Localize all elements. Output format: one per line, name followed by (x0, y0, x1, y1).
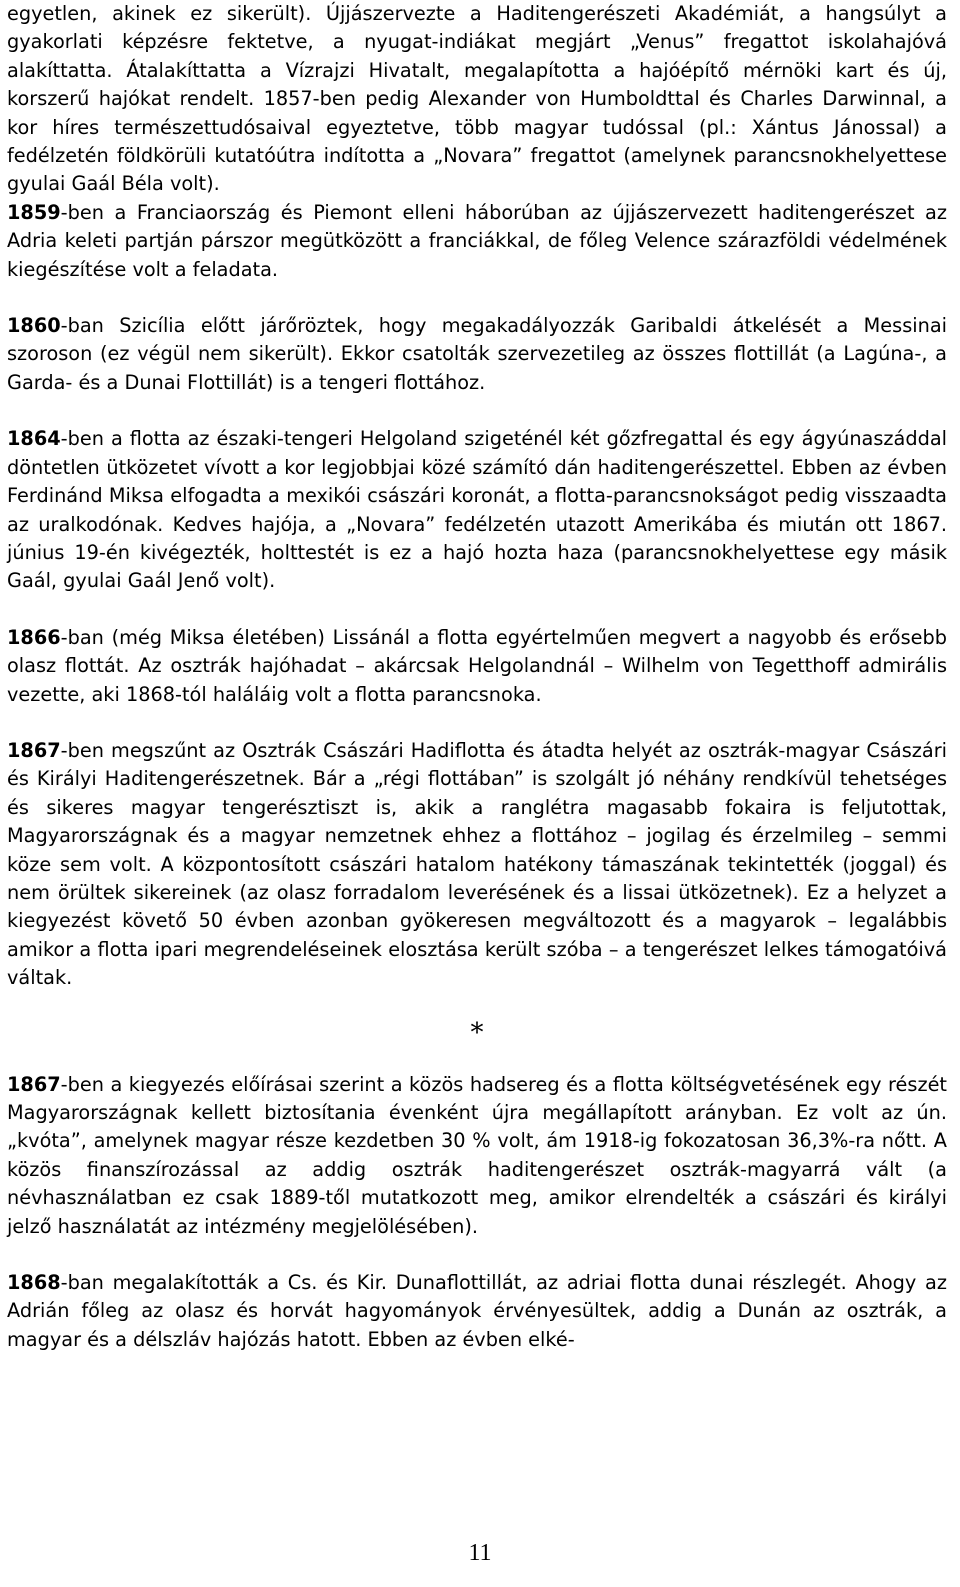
paragraph-1864 (7, 425, 947, 595)
paragraph-year: 1859 (7, 200, 61, 224)
paragraph-1867-b (7, 1071, 947, 1241)
paragraph-year: 1864 (7, 427, 61, 451)
paragraph-text: -ban (még Miksa életében) Lissánál a flotta egyértelműen megvert a nagyobb és erősebb olasz flottát. Az osztrák hajóhadat – akárcsak Helgolandnál – Wilhelm von Tegetthoff admirális vezette, aki 1868-tól haláláig volt a flotta parancsnoka. (7, 625, 947, 706)
paragraph-text: -ben a flotta az északi-tengeri Helgoland szigeténél két gőzfregattal és egy ágyúnaszáddal döntetlen ütközetet vívott a kor legjobbjai közé számító dán haditengerészettel. Ebben az évben Ferdinánd Miksa elfogadta a mexikói császári koronát, a flotta-parancsnokságot pedig visszaadta az uralkodónak. Kedves hajója, a „Novara” fedélzetén utazott Amerikába és miután ott 1867. június 19-én kivégezték, holttestét is ez a hajó hozta haza (parancsnokhelyettese egy másik Gaál, gyulai Gaál Jenő volt). (7, 427, 947, 593)
paragraph-1860 (7, 312, 947, 397)
paragraph-1867-a (7, 737, 947, 993)
paragraph-text: -ban Szicília előtt járőröztek, hogy megakadályozzák Garibaldi átkelését a Messinai szoroson (ez végül nem sikerült). Ekkor csatolták szervezetileg az összes flottillát (a Lagúna-, a Garda- és a Dunai Flottillát) is a tengeri flottához. (7, 314, 947, 394)
paragraph-1866 (7, 624, 947, 709)
paragraph-text: -ben a kiegyezés előírásai szerint a közös hadsereg és a flotta költségvetésének egy részét Magyarországnak kellett biztosítania évenként újra megállapított arányban. Ez volt az ún. „kvóta”, amelynek magyar része kezdetben 30 % volt, ám 1918-ig fokozatosan 36,3%-ra nőtt. A közös finanszírozással az addig osztrák haditengerészet osztrák-magyarrá vált (a névhasználatban ez csak 1889-től mutatkozott meg, amikor elrendelték a császári és királyi jelző használatát az intézmény megjelölésében). (7, 1072, 947, 1238)
paragraph-1868 (7, 1269, 947, 1354)
paragraph-intro (7, 0, 947, 199)
paragraph-text: -ben megszűnt az Osztrák Császári Hadiflotta és átadta helyét az osztrák-magyar Császári és Királyi Haditengerészetnek. Bár a „régi flottában” is szolgált jó néhány rendkívül tehetséges és sikeres magyar tengerésztiszt is, akik a ranglétra magasabb fokaira is feljutottak, Magyarországnak és a magyar nemzetnek ehhez a flottához – jogilag és érzelmileg – semmi köze sem volt. A központosított császári hatalom hatékony támaszának tekintették (joggal) és nem örültek sikereinek (az olasz forradalom leverésének és a lissai ütközetnek). Ez a helyzet a kiegyezést követő 50 évben azonban gyökeresen megváltozott és a magyarok – legalábbis amikor a flotta ipari megrendeléseinek elosztása került szóba – a tengerészet lelkes támogatóivá váltak. (7, 738, 947, 990)
paragraph-year: 1860 (7, 314, 61, 338)
section-separator: * (470, 1017, 484, 1048)
paragraph-year: 1867 (7, 1072, 61, 1096)
page-number: 11 (468, 1540, 492, 1566)
paragraph-text: -ben a Franciaország és Piemont elleni háborúban az újjászervezett haditengerészet az Adria keleti partján párszor megütközött a franciákkal, de főleg Velence szárazföldi védelmének kiegészítése volt a feladata. (7, 200, 947, 281)
paragraph-text: egyetlen, akinek ez sikerült). Újjászervezte a Haditengerészeti Akadémiát, a hangsúlyt a gyakorlati képzésre fektetve, a nyugat-indiákat megjárt „Venus” fregattot iskolahajóvá alakíttatta. Átalakíttatta a Vízrajzi Hivatalt, megalapította a hajóépítő mérnöki kart és új, korszerű hajókat rendelt. 1857-ben pedig Alexander von Humboldttal és Charles Darwinnal, a kor híres természettudósaival egyeztetve, több magyar tudóssal (pl.: Xántus Jánossal) a fedélzetén földkörüli kutatóútra indította a „Novara” fregattot (amelynek parancsnokhelyettese gyulai Gaál Béla volt). (7, 2, 947, 196)
paragraph-1859 (7, 199, 947, 284)
paragraph-year: 1868 (7, 1271, 61, 1295)
document-page (7, 0, 947, 1354)
paragraph-year: 1867 (7, 738, 61, 762)
paragraph-text: -ban megalakították a Cs. és Kir. Dunaflottillát, az adriai flotta dunai részlegét. Ahogy az Adrián főleg az olasz és horvát hagyományok érvényesültek, addig a Dunán az osztrák, a magyar és a délszláv hajózás hatott. Ebben az évben elké- (7, 1271, 947, 1351)
paragraph-year: 1866 (7, 625, 61, 649)
